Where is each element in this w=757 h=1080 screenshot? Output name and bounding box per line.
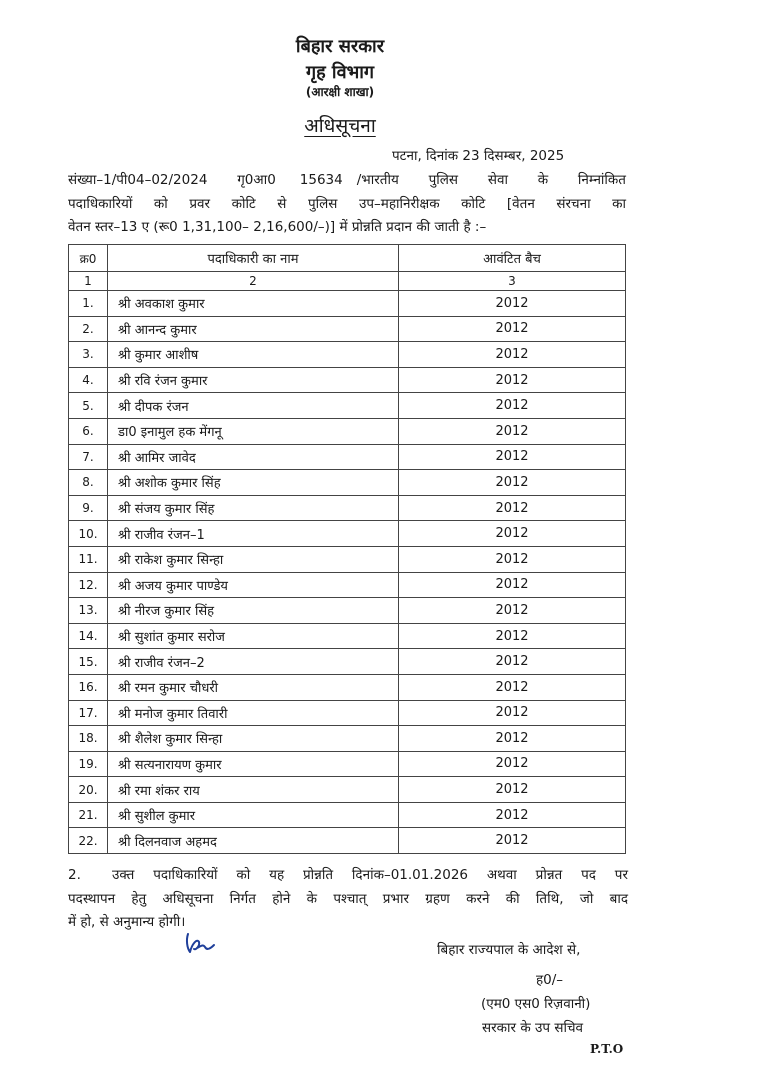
table-index-row	[69, 272, 626, 291]
serial-cell: 19.	[69, 751, 108, 777]
intro-paragraph	[68, 169, 626, 240]
header-allotted-batch: आवंटित बैच	[399, 245, 626, 272]
officer-name-cell: श्री सुशील कुमार	[108, 802, 399, 828]
serial-cell: 18.	[69, 726, 108, 752]
officer-name-cell: श्री रवि रंजन कुमार	[108, 367, 399, 393]
officer-name-cell: श्री अजय कुमार पाण्डेय	[108, 572, 399, 598]
dateline: पटना, दिनांक 23 दिसम्बर, 2025	[392, 148, 565, 164]
serial-cell: 16.	[69, 674, 108, 700]
serial-cell: 12.	[69, 572, 108, 598]
serial-cell: 9.	[69, 495, 108, 521]
batch-cell: 2012	[399, 751, 626, 777]
table-row	[69, 393, 626, 419]
index-1: 1	[69, 272, 108, 291]
table-row	[69, 598, 626, 624]
serial-cell: 21.	[69, 802, 108, 828]
table-row	[69, 495, 626, 521]
officer-name-cell: श्री सत्यनारायण कुमार	[108, 751, 399, 777]
para2-line-3: में हो, से अनुमान्य होगी।	[68, 914, 186, 930]
batch-cell: 2012	[399, 367, 626, 393]
table-row	[69, 418, 626, 444]
table-row	[69, 649, 626, 675]
para2-line-2: पदस्थापन हेतु अधिसूचना निर्गत होने के पश्चात् प्रभार ग्रहण करने की तिथि, जो बाद	[68, 890, 628, 907]
pto-label: P.T.O	[590, 1042, 624, 1056]
table-row	[69, 828, 626, 854]
serial-cell: 11.	[69, 546, 108, 572]
batch-cell: 2012	[399, 726, 626, 752]
intro-line-1-suffix: /भारतीय पुलिस सेवा के निम्नांकित	[356, 172, 626, 188]
batch-cell: 2012	[399, 777, 626, 803]
batch-cell: 2012	[399, 546, 626, 572]
table-row	[69, 572, 626, 598]
batch-cell: 2012	[399, 649, 626, 675]
signed-mark: ह0/–	[536, 972, 564, 988]
table-row	[69, 777, 626, 803]
officer-name-cell: श्री शैलेश कुमार सिन्हा	[108, 726, 399, 752]
table-row	[69, 623, 626, 649]
serial-cell: 14.	[69, 623, 108, 649]
serial-cell: 5.	[69, 393, 108, 419]
index-2: 2	[108, 272, 399, 291]
table-row	[69, 674, 626, 700]
reference-number: 15634	[299, 172, 343, 188]
serial-cell: 15.	[69, 649, 108, 675]
officer-name-cell: डा0 इनामुल हक मेंगनू	[108, 418, 399, 444]
officer-name-cell: श्री आनन्द कुमार	[108, 316, 399, 342]
batch-cell: 2012	[399, 444, 626, 470]
intro-line-1	[68, 169, 626, 193]
batch-cell: 2012	[399, 674, 626, 700]
serial-cell: 13.	[69, 598, 108, 624]
batch-cell: 2012	[399, 700, 626, 726]
intro-line-2: पदाधिकारियों को प्रवर कोटि से पुलिस उप–महानिरीक्षक कोटि [वेतन संरचना का	[68, 195, 626, 212]
serial-cell: 6.	[69, 418, 108, 444]
serial-cell: 17.	[69, 700, 108, 726]
governor-order-line: बिहार राज्यपाल के आदेश से,	[437, 942, 581, 958]
table-row	[69, 342, 626, 368]
officer-name-cell: श्री मनोज कुमार तिवारी	[108, 700, 399, 726]
table-row	[69, 700, 626, 726]
officer-name-cell: श्री आमिर जावेद	[108, 444, 399, 470]
officer-name-cell: श्री दिलनवाज अहमद	[108, 828, 399, 854]
officer-name-cell: श्री राजीव रंजन–2	[108, 649, 399, 675]
header-serial: क्र0	[69, 245, 108, 272]
officer-name-cell: श्री रमन कुमार चौधरी	[108, 674, 399, 700]
batch-cell: 2012	[399, 316, 626, 342]
government-title: बिहार सरकार	[295, 36, 385, 57]
table-row	[69, 751, 626, 777]
officer-name-cell: श्री संजय कुमार सिंह	[108, 495, 399, 521]
serial-cell: 1.	[69, 291, 108, 317]
table-header-row	[69, 245, 626, 272]
officer-name-cell: श्री रमा शंकर राय	[108, 777, 399, 803]
officer-name-cell: श्री अशोक कुमार सिंह	[108, 470, 399, 496]
intro-line-3: वेतन स्तर–13 ए (रू0 1,31,100– 2,16,600/–)] में प्रोन्नति प्रदान की जाती है :–	[68, 219, 487, 235]
signatory-designation: सरकार के उप सचिव	[482, 1020, 584, 1036]
table-row	[69, 367, 626, 393]
officer-name-cell: श्री राकेश कुमार सिन्हा	[108, 546, 399, 572]
branch-title: (आरक्षी शाखा)	[305, 85, 375, 99]
batch-cell: 2012	[399, 598, 626, 624]
batch-cell: 2012	[399, 802, 626, 828]
para2-number: 2.	[68, 867, 81, 883]
table-row	[69, 802, 626, 828]
serial-cell: 10.	[69, 521, 108, 547]
batch-cell: 2012	[399, 393, 626, 419]
serial-cell: 3.	[69, 342, 108, 368]
serial-cell: 22.	[69, 828, 108, 854]
effective-date-paragraph	[68, 864, 628, 935]
serial-cell: 4.	[69, 367, 108, 393]
batch-cell: 2012	[399, 342, 626, 368]
table-row	[69, 470, 626, 496]
batch-cell: 2012	[399, 470, 626, 496]
notification-title: अधिसूचना	[304, 115, 376, 137]
table-row	[69, 291, 626, 317]
initials-signature-icon	[183, 930, 219, 956]
officer-name-cell: श्री कुमार आशीष	[108, 342, 399, 368]
batch-cell: 2012	[399, 521, 626, 547]
promotion-table	[68, 244, 626, 854]
serial-cell: 7.	[69, 444, 108, 470]
officer-name-cell: श्री नीरज कुमार सिंह	[108, 598, 399, 624]
officer-name-cell: श्री अवकाश कुमार	[108, 291, 399, 317]
table-row	[69, 521, 626, 547]
batch-cell: 2012	[399, 572, 626, 598]
serial-cell: 20.	[69, 777, 108, 803]
memo-number: संख्या–1/पी04–02/2024 गृ0आ0	[68, 172, 276, 188]
para2-line-1-text: उक्त पदाधिकारियों को यह प्रोन्नति दिनांक–01.01.2026 अथवा प्रोन्नत पद पर	[112, 867, 628, 883]
table-row	[69, 546, 626, 572]
table-row	[69, 444, 626, 470]
serial-cell: 2.	[69, 316, 108, 342]
table-row	[69, 726, 626, 752]
officer-name-cell: श्री राजीव रंजन–1	[108, 521, 399, 547]
header-officer-name: पदाधिकारी का नाम	[108, 245, 399, 272]
batch-cell: 2012	[399, 623, 626, 649]
table-body	[69, 291, 626, 854]
officer-name-cell: श्री दीपक रंजन	[108, 393, 399, 419]
table-row	[69, 316, 626, 342]
signatory-name: (एम0 एस0 रिज़वानी)	[481, 996, 591, 1012]
para2-line-1	[68, 864, 628, 888]
batch-cell: 2012	[399, 418, 626, 444]
batch-cell: 2012	[399, 291, 626, 317]
serial-cell: 8.	[69, 470, 108, 496]
batch-cell: 2012	[399, 828, 626, 854]
officer-name-cell: श्री सुशांत कुमार सरोज	[108, 623, 399, 649]
department-title: गृह विभाग	[305, 62, 375, 83]
index-3: 3	[399, 272, 626, 291]
batch-cell: 2012	[399, 495, 626, 521]
